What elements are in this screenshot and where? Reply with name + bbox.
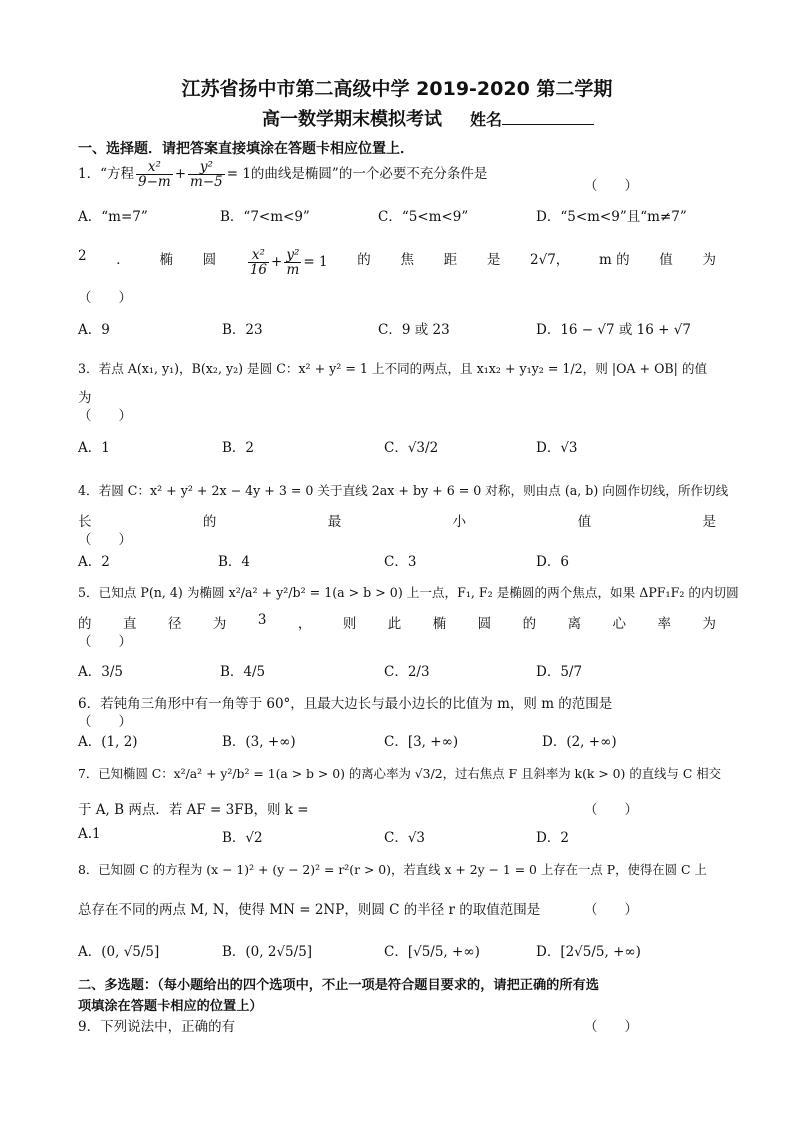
exam-subtitle-text: 高一数学期末模拟考试 [262, 109, 442, 130]
q2-option-b[interactable]: B．23 [222, 322, 263, 338]
q2-word: 值 [659, 252, 673, 268]
exam-title: 江苏省扬中市第二高级中学 2019-2020 第二学期 [181, 78, 613, 100]
q5-word: 的 [78, 616, 92, 632]
q5-cont-line [78, 612, 716, 632]
q8-option-b[interactable]: B．(0, 2√5/5] [222, 944, 313, 960]
q2-word: m 的 [599, 252, 630, 268]
q8-option-a[interactable]: A．(0, √5/5] [78, 944, 160, 960]
q1-option-c[interactable]: C．“5<m<9” [378, 209, 469, 225]
q5-spread-line [78, 612, 716, 632]
q4-cont-line [78, 510, 716, 530]
q5-word: 直 [122, 616, 137, 632]
q4-word: 小 [452, 514, 467, 530]
q2-word: 圆 [202, 252, 217, 268]
question-5: 5．已知点 P(n, 4) 为椭圆 x²/a² + y²/b² = 1(a > b > 0) 上一点，F₁, F₂ 是椭圆的两个焦点，如果 ΔPF₁F₂ 的内切圆 [78, 585, 739, 600]
q5-word: 的 [522, 616, 537, 632]
q4-answer-paren[interactable]: （ ） [78, 532, 132, 548]
exam-subtitle [262, 105, 682, 131]
q1-option-a[interactable]: A．“m=7” [78, 209, 148, 225]
q2-option-d[interactable]: D．16 − √7 或 16 + √7 [536, 322, 691, 338]
q1-fraction-y: $\frac{\text{y²}}{m-5}$ [190, 159, 223, 191]
q1-prefix: 1．“方程 [78, 166, 134, 183]
section1-heading: 一、选择题．请把答案直接填涂在答题卡相应位置上． [78, 141, 414, 157]
q2-word: 2 [78, 248, 87, 264]
q2-answer-paren[interactable]: （ ） [78, 290, 132, 306]
q5-option-b[interactable]: B．4/5 [220, 664, 266, 680]
q9-answer-paren[interactable]: （ ） [584, 1019, 638, 1035]
q4-option-c[interactable]: C．3 [384, 554, 417, 570]
question-6: 6．若钝角三角形中有一角等于 60°，且最大边长与最小边长的比值为 m，则 m 的范围是 [78, 696, 613, 712]
q5-word: 则 [342, 616, 357, 632]
q2-word: 2√7， [530, 252, 570, 268]
q7-option-d[interactable]: D．2 [536, 830, 569, 846]
q2-word: 椭 [159, 252, 173, 268]
q4-word: 长 [78, 514, 92, 530]
question-1: 1．“方程 $\frac{\text{x²}}{9-m}$ + $\frac{\text{y²}}{m-5}$ = 1的曲线是椭圆”的一个必要不充分条件是 （ ） [78, 159, 638, 194]
q5-option-c[interactable]: C．2/3 [384, 664, 430, 680]
q7-option-c[interactable]: C．√3 [384, 830, 426, 846]
q6-option-b[interactable]: B．(3, +∞) [222, 734, 296, 750]
q3-option-b[interactable]: B．2 [222, 440, 255, 456]
q4-option-a[interactable]: A．2 [78, 554, 110, 570]
q4-word: 是 [702, 514, 716, 530]
q6-option-c[interactable]: C．[3, +∞) [384, 734, 459, 750]
q3-option-a[interactable]: A．1 [78, 440, 110, 456]
q5-word: 椭 [432, 616, 447, 632]
question-7: 7．已知椭圆 C：x²/a² + y²/b² = 1(a > b > 0) 的离心率为 √3/2，过右焦点 F 且斜率为 k(k > 0) 的直线与 C 相交 [78, 766, 722, 781]
q1-suffix: 的曲线是椭圆”的一个必要不充分条件是 [250, 166, 488, 183]
q7-answer-paren[interactable]: （ ） [584, 802, 638, 818]
q8-option-d[interactable]: D．[2√5/5, +∞) [536, 944, 641, 960]
q5-word: 率 [657, 616, 671, 632]
q1-fraction-x: $\frac{\text{x²}}{9-m}$ [138, 159, 171, 191]
question-9 [78, 1015, 716, 1035]
q4-spread-line [78, 510, 716, 530]
q2-word: 距 [443, 252, 458, 268]
q5-word: 离 [567, 616, 582, 632]
q8-answer-paren[interactable]: （ ） [584, 902, 638, 918]
q1-option-b[interactable]: B．“7<m<9” [220, 209, 310, 225]
q6-option-d[interactable]: D．(2, +∞) [542, 734, 617, 750]
section2-heading-line1: 二、多选题：（每小题给出的四个选项中，不止一项是符合题目要求的，请把正确的所有选 [78, 978, 599, 993]
question-3: 3．若点 A(x₁, y₁)，B(x₂, y₂) 是圆 C：x² + y² = 1 上不同的两点，且 x₁x₂ + y₁y₂ = 1/2，则 |OA + OB| 的值 [78, 361, 708, 376]
question-4: 4．若圆 C：x² + y² + 2x − 4y + 3 = 0 关于直线 2ax + by + 6 = 0 对称，则由点 (a, b) 向圆作切线，所作切线 [78, 483, 729, 498]
q2-spread-line [78, 248, 716, 277]
q8-cont: 总存在不同的两点 M, N，使得 MN = 2NP，则圆 C 的半径 r 的取值范围是 [78, 902, 541, 918]
q7-option-b[interactable]: B．√2 [222, 830, 263, 846]
q7-cont: 于 A, B 两点．若 AF = 3FB，则 k = [78, 802, 309, 818]
q6-option-a[interactable]: A．(1, 2) [78, 734, 138, 750]
q4-option-b[interactable]: B．4 [218, 554, 251, 570]
q7-cont-line [78, 798, 716, 818]
name-blank[interactable] [502, 110, 594, 125]
q5-option-d[interactable]: D．5/7 [536, 664, 583, 680]
q3-answer-paren[interactable]: （ ） [78, 408, 132, 424]
q3-cont: 为 [78, 390, 92, 406]
q2-option-c[interactable]: C．9 或 23 [378, 322, 450, 338]
section2-heading-line2: 项填涂在答题卡相应的位置上） [78, 999, 263, 1014]
q5-word: 为 [212, 616, 227, 632]
q2-word: 为 [702, 252, 716, 268]
q7-option-a[interactable]: A.1 [78, 826, 101, 842]
q5-word: 此 [387, 616, 402, 632]
q4-option-d[interactable]: D．6 [536, 554, 569, 570]
q2-word: 的 [357, 252, 371, 268]
q5-word: 径 [167, 616, 182, 632]
q4-word: 值 [577, 514, 592, 530]
q3-option-c[interactable]: C．√3/2 [384, 440, 439, 456]
q9-text: 9．下列说法中，正确的有 [78, 1019, 236, 1035]
q8-option-c[interactable]: C．[√5/5, +∞) [384, 944, 480, 960]
q4-word: 的 [202, 514, 217, 530]
q2-word: 是 [486, 252, 501, 268]
q5-word: 3 [257, 612, 267, 628]
name-label: 姓名 [470, 110, 503, 129]
q5-word: ， [297, 616, 312, 632]
q2-ellipse-equation: $\frac{\text{x²}}{16}$ + $\frac{\text{y²}}{m}$ = 1 [249, 247, 328, 279]
q2-word: 焦 [400, 252, 414, 268]
q4-word: 最 [327, 514, 342, 530]
q5-word: 圆 [477, 616, 492, 632]
question-2 [78, 248, 716, 277]
q6-answer-paren[interactable]: （ ） [78, 714, 132, 730]
q1-answer-paren[interactable]: （ ） [584, 178, 638, 194]
q5-answer-paren[interactable]: （ ） [78, 634, 132, 650]
q8-cont-line [78, 898, 716, 918]
q3-option-d[interactable]: D．√3 [536, 440, 578, 456]
q2-option-a[interactable]: A．9 [78, 322, 110, 338]
q5-word: 为 [702, 616, 716, 632]
q2-word: ． [116, 252, 130, 268]
question-8: 8．已知圆 C 的方程为 (x − 1)² + (y − 2)² = r²(r > 0)，若直线 x + 2y − 1 = 0 上存在一点 P，使得在圆 C 上 [78, 862, 707, 877]
q5-option-a[interactable]: A．3/5 [78, 664, 123, 680]
q1-option-d[interactable]: D．“5<m<9”且“m≠7” [536, 209, 687, 225]
q5-word: 心 [612, 616, 627, 632]
